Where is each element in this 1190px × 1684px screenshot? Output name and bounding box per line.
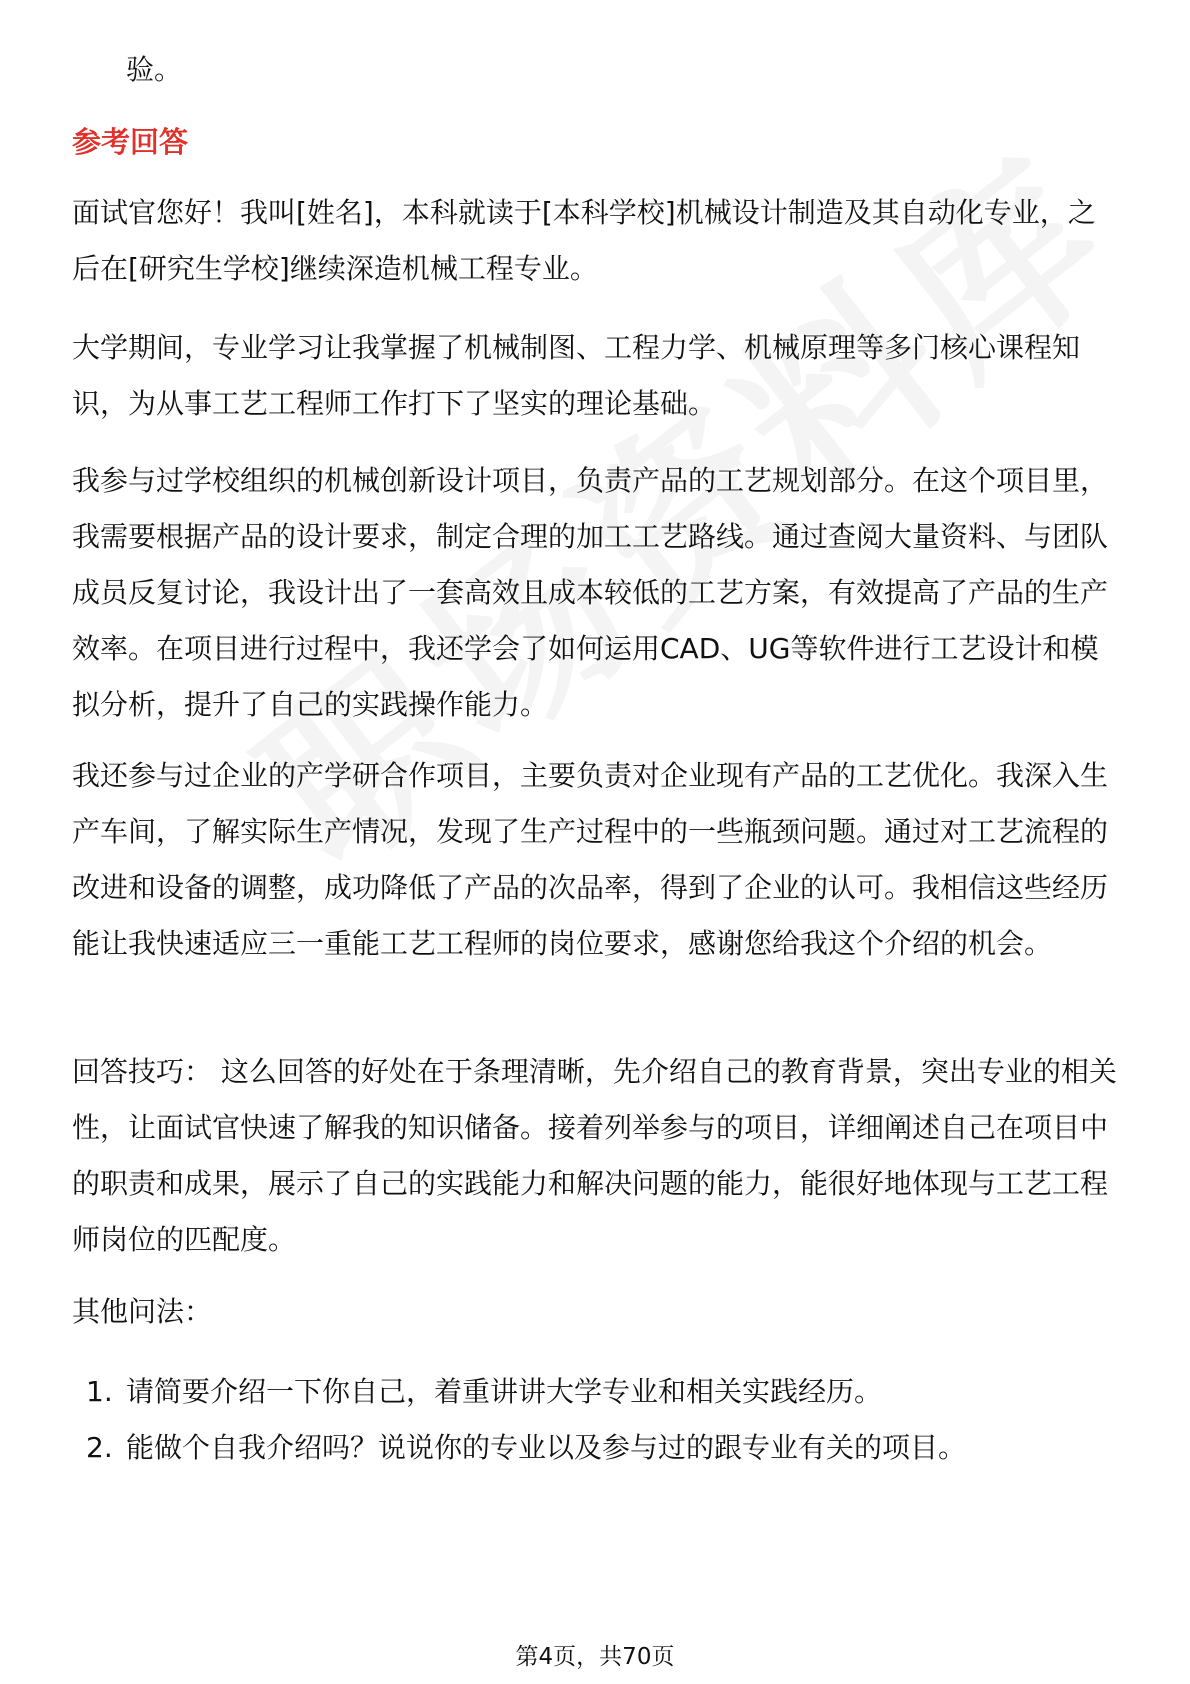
list-text: 请简要介绍一下你自己，着重讲讲大学专业和相关实践经历。 xyxy=(126,1375,883,1408)
paragraph-answer-tips: 回答技巧： 这么回答的好处在于条理清晰，先介绍自己的教育背景，突出专业的相关性，让面试官快速了解我的知识储备。接着列举参与的项目，详细阐述自己在项目中的职责和成果，展示了自己的实践能力和解决问题的能力，能很好地体现与工艺工程师岗位的匹配度。 xyxy=(72,1055,1117,1256)
paragraph-university: 大学期间，专业学习让我掌握了机械制图、工程力学、机械原理等多门核心课程知识，为从事工艺工程师工作打下了坚实的理论基础。 xyxy=(72,331,1081,420)
list-number: 2. xyxy=(86,1431,113,1464)
page-number: 第4页，共70页 xyxy=(515,1644,675,1670)
paragraph-school-project: 我参与过学校组织的机械创新设计项目，负责产品的工艺规划部分。在这个项目里，我需要根据产品的设计要求，制定合理的加工工艺路线。通过查阅大量资料、与团队成员反复讨论，我设计出了一套高效且成本较低的工艺方案，有效提高了产品的生产效率。在项目进行过程中，我还学会了如何运用CAD、UG等软件进行工艺设计和模拟分析，提升了自己的实践操作能力。 xyxy=(72,464,1109,721)
list-text: 能做个自我介绍吗？说说你的专业以及参与过的跟专业有关的项目。 xyxy=(126,1431,967,1464)
continuation-text: 验。 xyxy=(126,53,183,86)
paragraph-enterprise-project: 我还参与过企业的产学研合作项目，主要负责对企业现有产品的工艺优化。我深入生产车间，了解实际生产情况，发现了生产过程中的一些瓶颈问题。通过对工艺流程的改进和设备的调整，成功降低了产品的次品率，得到了企业的认可。我相信这些经历能让我快速适应三一重能工艺工程师的岗位要求，感谢您给我这个介绍的机会。 xyxy=(72,759,1109,960)
other-questions-label: 其他问法： xyxy=(72,1295,213,1328)
list-item xyxy=(72,1420,1122,1476)
list-number: 1. xyxy=(86,1375,113,1408)
paragraph-intro: 面试官您好！我叫[姓名]，本科就读于[本科学校]机械设计制造及其自动化专业，之后在[研究生学校]继续深造机械工程专业。 xyxy=(72,196,1096,285)
other-questions-list xyxy=(72,1364,1122,1476)
list-item xyxy=(72,1364,1122,1420)
section-heading: 参考回答 xyxy=(72,125,189,159)
